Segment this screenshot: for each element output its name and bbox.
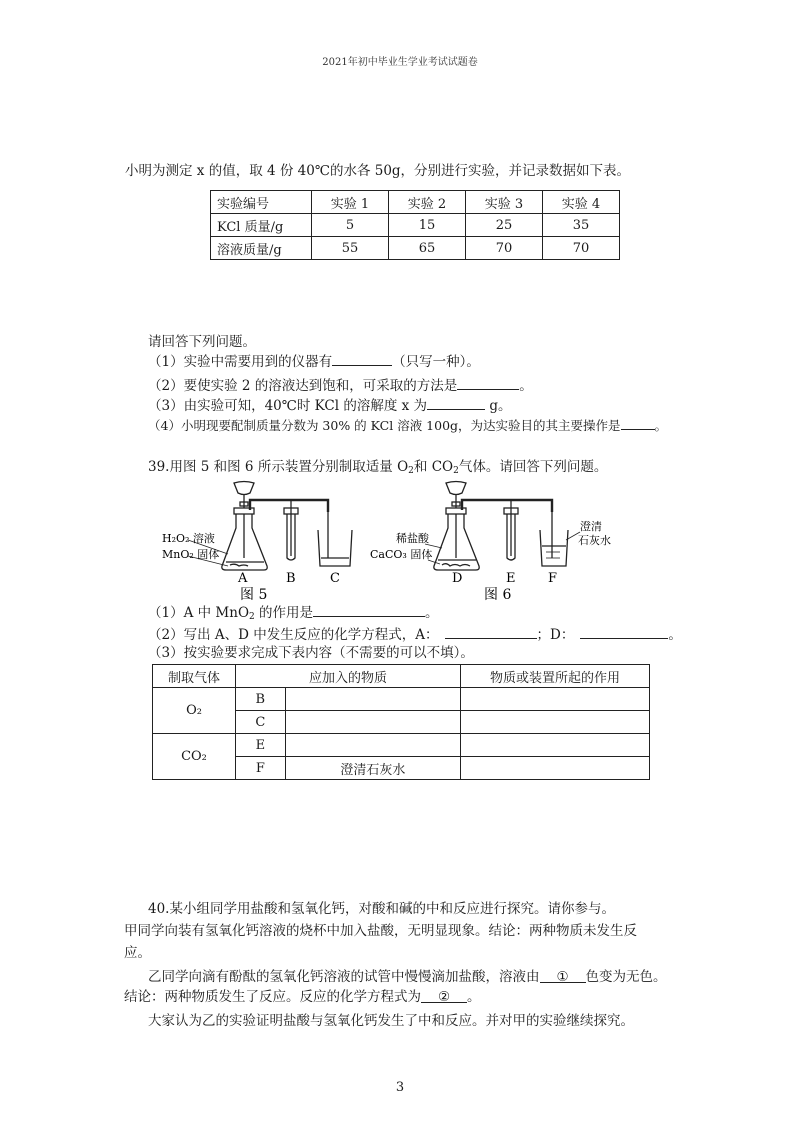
table-cell-device: E <box>236 734 286 757</box>
q40-line-6: 大家认为乙的实验证明盐酸与氢氧化钙发生了中和反应。并对甲的实验继续探究。 <box>148 1013 634 1029</box>
q38-item-1: （1）实验中需要用到的仪器有 （只写一种）。 <box>148 351 480 371</box>
table-cell-role[interactable] <box>461 757 650 780</box>
letter-a: A <box>238 571 248 586</box>
table-cell: 70 <box>543 237 620 260</box>
delivery-tube <box>462 500 552 512</box>
page-header: 2021年初中毕业生学业考试试题卷 <box>322 57 478 68</box>
table-cell-device: C <box>236 711 286 734</box>
funnel <box>446 482 466 559</box>
table-cell: KCl 质量/g <box>211 214 312 237</box>
table-row <box>153 734 650 757</box>
table-row <box>211 214 620 237</box>
figure-5-caption: 图 5 <box>240 587 268 603</box>
figure-6-apparatus <box>370 478 640 603</box>
table-cell: 25 <box>466 214 543 237</box>
table-cell: 70 <box>466 237 543 260</box>
delivery-tube <box>250 500 328 512</box>
table-row <box>211 237 620 260</box>
table-cell-gas: CO₂ <box>153 734 236 780</box>
table-cell-substance[interactable]: 澄清石灰水 <box>285 757 460 780</box>
q38-item-2: （2）要使实验 2 的溶液达到饱和，可采取的方法是 。 <box>148 375 533 395</box>
table-cell-substance[interactable] <box>285 688 460 711</box>
table-cell: 65 <box>389 237 466 260</box>
table-cell: 5 <box>312 214 389 237</box>
q38-item-4: （4）小明现要配制质量分数为 30% 的 KCl 溶液 100g，为达实验目的其主要操作是 。 <box>148 415 667 435</box>
answer-blank-1[interactable]: ① <box>540 968 586 983</box>
letter-b: B <box>286 571 296 586</box>
table-cell: 55 <box>312 237 389 260</box>
page-number: 3 <box>395 1080 405 1095</box>
label-limewater-2: 石灰水 <box>578 534 611 547</box>
table-cell-role[interactable] <box>461 688 650 711</box>
letter-c: C <box>330 571 340 586</box>
beaker-f <box>540 512 568 566</box>
table-header-cell: 实验 2 <box>389 191 466 214</box>
letter-f: F <box>548 571 558 586</box>
q40-line-3: 应。 <box>124 945 151 961</box>
q38-intro: 小明为测定 x 的值，取 4 份 40℃的水各 50g，分别进行实验，并记录数据如下表。 <box>125 163 631 179</box>
answer-blank[interactable] <box>427 395 485 410</box>
answer-blank[interactable] <box>445 624 537 639</box>
gas-bottle-b <box>284 500 298 560</box>
answer-blank[interactable] <box>621 415 655 430</box>
label-h2o2: H₂O₂ 溶液 <box>162 532 215 545</box>
table-cell-role[interactable] <box>461 711 650 734</box>
label-mno2: MnO₂ 固体 <box>162 548 220 561</box>
letter-e: E <box>506 571 516 586</box>
figure-5-apparatus <box>160 478 380 603</box>
table-header-cell: 实验 1 <box>312 191 389 214</box>
table-cell-device: B <box>236 688 286 711</box>
q39-item-3: （3）按实验要求完成下表内容（不需要的可以不填）。 <box>148 645 474 661</box>
label-caco3: CaCO₃ 固体 <box>370 548 433 561</box>
q38-item-3: （3）由实验可知，40℃时 KCl 的溶解度 x 为 g。 <box>148 395 511 415</box>
q39-item-1: （1）A 中 MnO$_2$ 的作用是 。 <box>148 602 439 626</box>
answer-blank[interactable] <box>580 624 668 639</box>
table-header-cell: 制取气体 <box>153 665 236 688</box>
q39-item-2: （2）写出 A、D 中发生反应的化学方程式，A： ；D： 。 <box>148 624 682 644</box>
table-header-cell: 实验 4 <box>543 191 620 214</box>
table-cell-gas: O₂ <box>153 688 236 734</box>
table-header-cell: 应加入的物质 <box>236 665 461 688</box>
letter-d: D <box>452 571 463 586</box>
q39-stem: 39.用图 5 和图 6 所示装置分别制取适量 $O_2$和 $CO_2$气体。请回答下列问题。 <box>148 459 608 476</box>
funnel <box>234 482 254 559</box>
table-cell-substance[interactable] <box>285 734 460 757</box>
answer-blank-2[interactable]: ② <box>421 988 467 1003</box>
q40-line-4: 乙同学向滴有酚酞的氢氧化钙溶液的试管中慢慢滴加盐酸，溶液由 ① 色变为无色。 <box>148 969 667 985</box>
kcl-data-table <box>210 190 620 260</box>
gas-bottle-e <box>504 500 518 560</box>
answer-blank[interactable] <box>332 351 392 366</box>
table-cell-substance[interactable] <box>285 711 460 734</box>
table-header-cell: 实验 3 <box>466 191 543 214</box>
table-row <box>153 665 650 688</box>
table-cell: 溶液质量/g <box>211 237 312 260</box>
q40-line-5: 结论：两种物质发生了反应。反应的化学方程式为 ② 。 <box>124 989 481 1005</box>
collection-tube <box>318 512 352 566</box>
table-row <box>153 688 650 711</box>
label-acid: 稀盐酸 <box>396 532 429 545</box>
table-cell-device: F <box>236 757 286 780</box>
table-header-cell: 物质或装置所起的作用 <box>461 665 650 688</box>
q38-prompt: 请回答下列问题。 <box>148 334 256 350</box>
table-cell: 15 <box>389 214 466 237</box>
figure-6-caption: 图 6 <box>484 587 512 603</box>
answer-blank[interactable] <box>457 375 519 390</box>
table-cell-role[interactable] <box>461 734 650 757</box>
label-limewater-1: 澄清 <box>580 520 602 533</box>
q40-line-2: 甲同学向装有氢氧化钙溶液的烧杯中加入盐酸，无明显现象。结论：两种物质未发生反 <box>124 923 637 939</box>
gas-preparation-table <box>152 664 650 780</box>
answer-blank[interactable] <box>313 602 425 617</box>
q40-line-1: 40.某小组同学用盐酸和氢氧化钙，对酸和碱的中和反应进行探究。请你参与。 <box>148 901 615 917</box>
table-cell: 35 <box>543 214 620 237</box>
table-row <box>211 191 620 214</box>
table-header-cell: 实验编号 <box>211 191 312 214</box>
